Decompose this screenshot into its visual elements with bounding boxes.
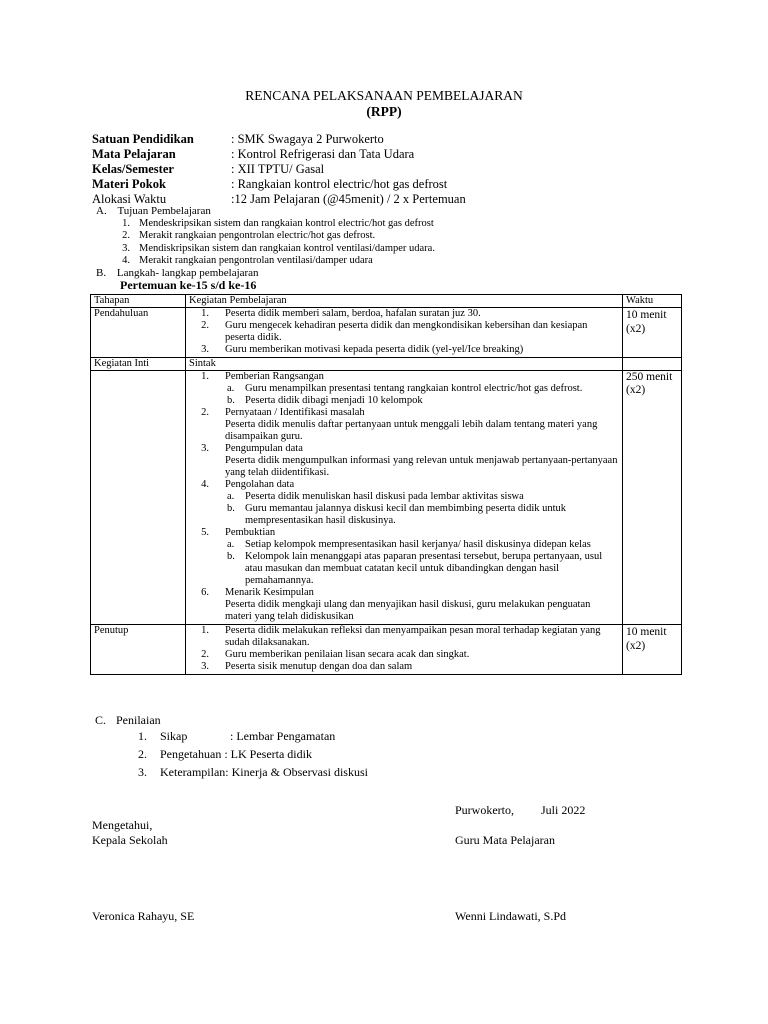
identity-value: : Rangkaian kontrol electric/hot gas defrost [231, 177, 448, 191]
step-title: 2. Pernyataan / Identifikasi masalah [201, 407, 365, 418]
time-cell: 10 menit (x2) [623, 308, 682, 358]
identity-label: Kelas/Semester [92, 162, 174, 176]
step-detail: Peserta didik menulis daftar pertanyaan untuk menggali lebih dalam tentang materi yang disampaikan guru. [225, 419, 598, 442]
table-row [91, 625, 682, 675]
list-item: 3. Mendiskripsikan sistem dan rangkaian kontrol ventilasi/damper udara. [122, 242, 435, 254]
section-marker: C. [95, 713, 107, 727]
sub-item: b. Peserta didik dibagi menjadi 10 kelompok [227, 395, 423, 406]
acknowledged-label: Mengetahui, [92, 818, 153, 832]
table-row [91, 371, 682, 625]
step-title: 5. Pembuktian [201, 527, 276, 538]
teacher-name: Wenni Lindawati, S.Pd [455, 909, 567, 923]
list-item: 3. Guru memberikan motivasi kepada peserta didik (yel-yel/Ice breaking) [201, 344, 524, 355]
place-date [455, 803, 585, 818]
section-heading: Langkah- langkap pembelajaran [116, 267, 259, 279]
step-title: 1. Pemberian Rangsangan [201, 371, 324, 382]
stage-cell: Kegiatan Inti [91, 358, 186, 371]
step-title: 6. Menarik Kesimpulan [201, 587, 314, 598]
document-title: RENCANA PELAKSANAAN PEMBELAJARAN [245, 88, 523, 103]
list-item: 1. Peserta didik memberi salam, berdoa, hafalan suratan juz 30. [201, 308, 481, 319]
list-item: 1. Sikap : Lembar Pengamatan [138, 729, 336, 743]
list-item: 2. Merakit rangkaian pengontrolan electric/hot gas defrost. [122, 230, 376, 242]
subheading-cell: Sintak [186, 358, 623, 371]
step-detail: Peserta didik mengkaji ulang dan menyajikan hasil diskusi, guru melakukan penguatan materi yang telah didiskusikan [225, 599, 591, 622]
section-heading: Penilaian [116, 713, 161, 727]
sub-item: a. Setiap kelompok mempresentasikan hasil kerjanya/ hasil diskusinya didepan kelas [227, 539, 591, 550]
column-header: Waktu [623, 295, 682, 308]
list-item: 3. Peserta sisik menutup dengan doa dan salam [201, 661, 413, 672]
activity-cell [186, 625, 623, 675]
stage-cell: Penutup [91, 625, 186, 675]
step-title: 3. Pengumpulan data [201, 443, 303, 454]
list-item: 2. Guru mengecek kehadiran peserta didik dan mengkondisikan kebersihan dan kesiapan peserta didik. [201, 320, 588, 343]
section-c-heading [92, 713, 161, 727]
stage-cell: Pendahuluan [91, 308, 186, 358]
activity-cell [186, 308, 623, 358]
identity-label: Materi Pokok [92, 177, 166, 191]
principal-role: Kepala Sekolah [92, 833, 168, 847]
table-header-row [91, 295, 682, 308]
principal-name: Veronica Rahayu, SE [92, 909, 195, 923]
learning-objectives-list [114, 218, 435, 267]
list-item: 3. Keterampilan: Kinerja & Observasi diskusi [138, 765, 368, 779]
identity-label: Mata Pelajaran [92, 147, 176, 161]
list-item: 2. Guru memberikan penilaian lisan secara acak dan singkat. [201, 649, 470, 660]
identity-value: : SMK Swagaya 2 Purwokerto [231, 132, 384, 146]
assessment-section [92, 713, 368, 781]
identity-value: : XII TPTU/ Gasal [231, 162, 325, 176]
list-item: 1. Mendeskripsikan sistem dan rangkaian kontrol electric/hot gas defrost [122, 218, 434, 229]
sub-item: a. Guru menampilkan presentasi tentang rangkaian kontrol electric/hot gas defrost. [227, 383, 583, 394]
teacher-role: Guru Mata Pelajaran [455, 833, 555, 847]
section-marker: A. [96, 205, 107, 217]
sign-date: Juli 2022 [541, 803, 586, 817]
sign-place: Purwokerto, [455, 803, 514, 817]
time-cell: 10 menit (x2) [623, 625, 682, 675]
meeting-heading: Pertemuan ke-15 s/d ke-16 [120, 278, 257, 292]
sub-item: a. Peserta didik menuliskan hasil diskusi pada lembar aktivitas siswa [227, 491, 524, 502]
list-item: 4. Merakit rangkaian pengontrolan ventilasi/damper udara [122, 254, 373, 266]
table-row [91, 358, 682, 371]
sub-item: b. Guru memantau jalannya diskusi kecil dan membimbing peserta didik untuk mempresentasikan hasil diskusinya. [227, 503, 567, 526]
table-row [91, 308, 682, 358]
section-marker: B. [96, 267, 107, 279]
section-a-heading [96, 205, 211, 217]
identity-value: : Kontrol Refrigerasi dan Tata Udara [231, 147, 415, 161]
list-item: 1. Peserta didik melakukan refleksi dan menyampaikan pesan moral terhadap kegiatan yang sudah dilaksanakan. [201, 625, 601, 648]
document-subtitle: (RPP) [366, 104, 402, 119]
column-header: Kegiatan Pembelajaran [186, 295, 623, 308]
step-detail: Peserta didik mengumpulkan informasi yang relevan untuk menjawab pertanyaan-pertanyaan yang telah diidentifikasi. [225, 455, 618, 478]
time-cell: 250 menit (x2) [623, 371, 682, 625]
identity-label: Alokasi Waktu [92, 192, 167, 206]
column-header: Tahapan [91, 295, 186, 308]
section-heading: Tujuan Pembelajaran [117, 205, 211, 217]
activity-cell [186, 371, 623, 625]
activity-table [90, 294, 682, 675]
list-item: 2. Pengetahuan : LK Peserta didik [138, 747, 312, 761]
step-title: 4. Pengolahan data [201, 479, 295, 490]
empty-cell [91, 371, 186, 625]
identity-label: Satuan Pendidikan [92, 132, 194, 146]
empty-cell [623, 358, 682, 371]
sub-item: b. Kelompok lain menanggapi atas paparan presentasi tersebut, berupa pertanyaan, usul atau masukan dan membuat catatan kecil untuk dibandingkan dengan hasil pemahamannya. [227, 551, 603, 586]
identity-value: :12 Jam Pelajaran (@45menit) / 2 x Pertemuan [231, 192, 466, 206]
